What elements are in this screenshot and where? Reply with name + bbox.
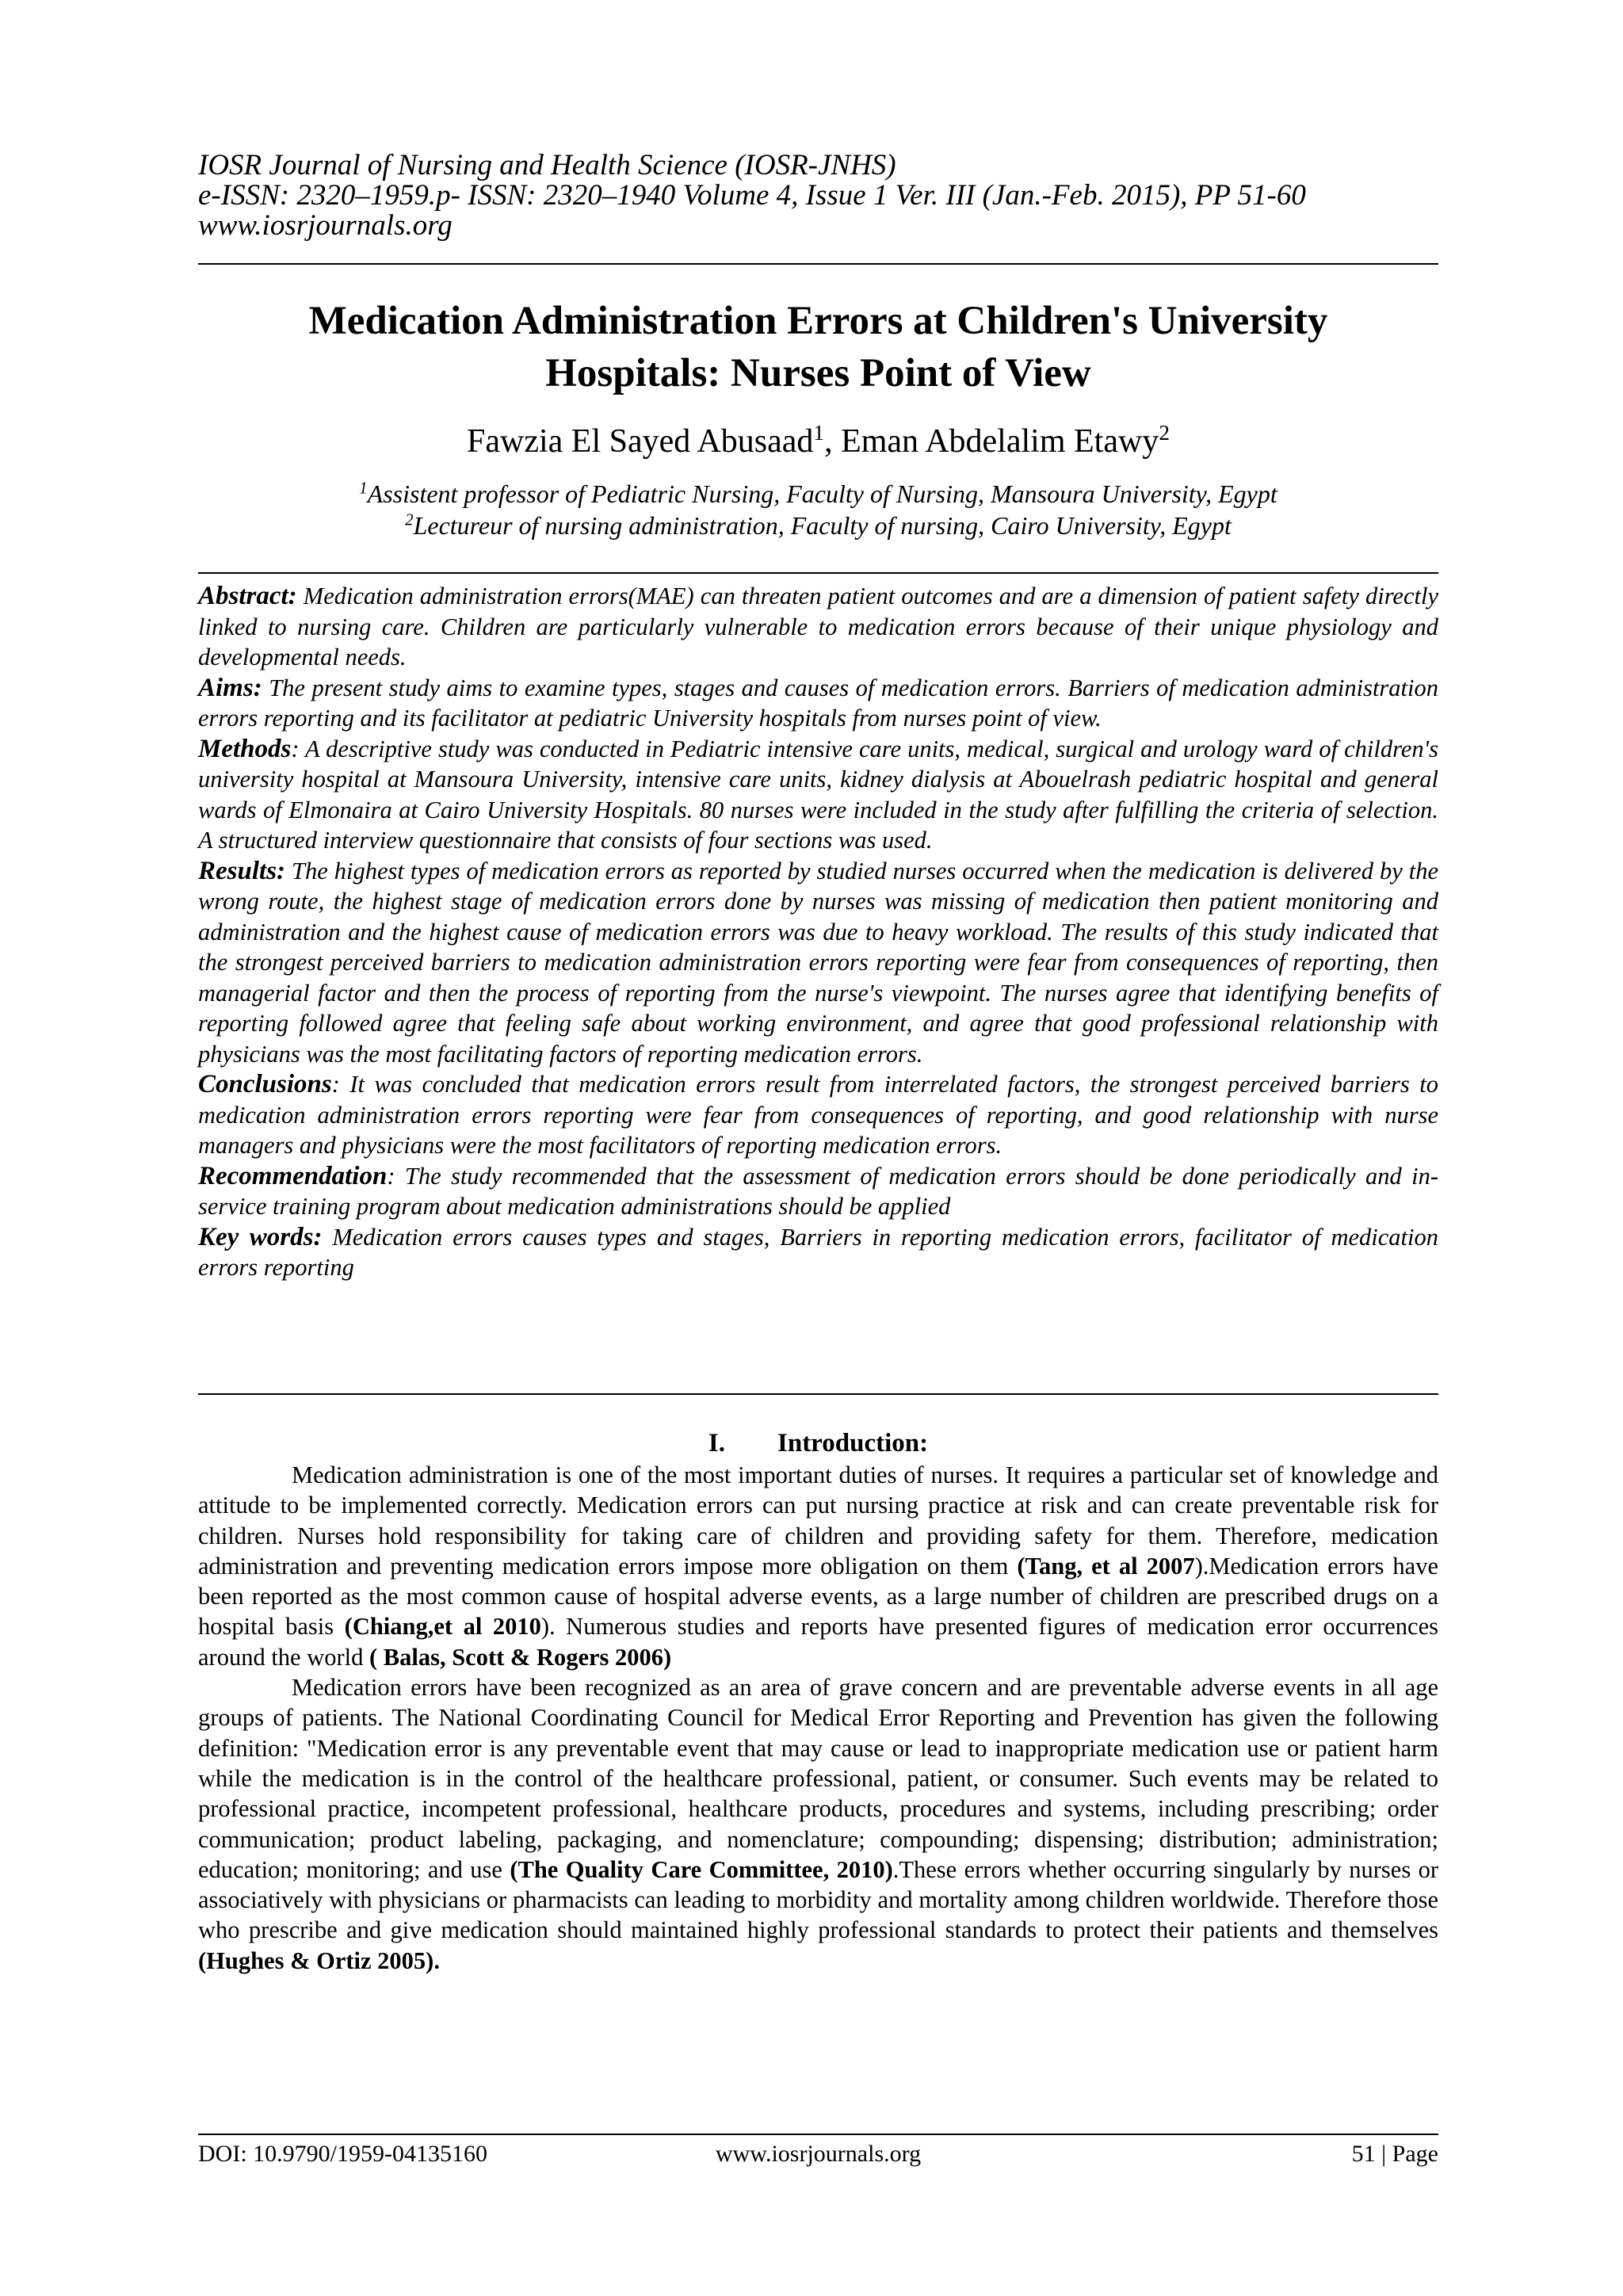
methods-label: Methods	[198, 734, 292, 763]
journal-name: IOSR Journal of Nursing and Health Science (IOSR-JNHS)	[198, 149, 896, 181]
intro-p2-text-a: Medication errors have been recognized as an area of grave concern and are preventable adverse events in all age groups of patients. The National Coordinating Council for Medical Error Reporting and Prevention has given the following definition: "Medication error is any preventable event that may cause or lead to inappropriate medication use or patient harm while the medication is in the control of the healthcare professional, patient, or consumer. Such events may be related to professional practice, incompetent professional, healthcare products, procedures and systems, including prescribing; order communication; product labeling, packaging, and nomenclature; compounding; dispensing; distribution; administration; education; monitoring; and use	[198, 1674, 1438, 1883]
abstract-paragraph	[198, 581, 1438, 673]
intro-p2-text-b: .These errors whether occurring singularly by nurses or associatively with physicians or pharmacists can leading to morbidity and mortality among children worldwide. Therefore those who prescribe and give medication should maintained highly professional standards to protect their patients and themselves	[198, 1855, 1439, 1944]
intro-paragraph-1	[198, 1460, 1438, 1672]
introduction-heading	[198, 1428, 1438, 1458]
aims-label: Aims:	[198, 673, 262, 702]
header-rule	[198, 263, 1438, 265]
abstract-bottom-rule	[198, 1393, 1438, 1395]
author-separator: ,	[824, 423, 842, 460]
results-label: Results:	[198, 856, 286, 885]
citation-quality-care: (The Quality Care Committee, 2010)	[510, 1855, 893, 1883]
methods-text: : A descriptive study was conducted in Pediatric intensive care units, medical, surgical and urology ward of children's university hospital at Mansoura University, intensive care units, kidney dialysis at Abouelrash pediatric hospital and general wards of Elmonaira at Cairo University Hospitals. 80 nurses were included in the study after fulfilling the criteria of selection. A structured interview questionnaire that consists of four sections was used.	[198, 735, 1438, 854]
keywords-label: Key words:	[198, 1222, 323, 1251]
abstract-text: Medication administration errors(MAE) can threaten patient outcomes and are a dimension of patient safety directly linked to nursing care. Children are particularly vulnerable to medication errors because of their unique physiology and developmental needs.	[198, 583, 1438, 670]
intro-p1-text-b: ).Medication errors have been reported as the most common cause of hospital adverse events, as a large number of children are prescribed drugs on a hospital basis	[198, 1552, 1438, 1641]
author-2: Eman Abdelalim Etawy	[841, 423, 1159, 460]
recommendation-label: Recommendation	[198, 1161, 388, 1190]
intro-paragraph-2	[198, 1672, 1438, 1976]
aims-paragraph	[198, 673, 1438, 734]
recommendation-paragraph	[198, 1161, 1438, 1222]
keywords-paragraph	[198, 1222, 1438, 1283]
intro-p1-text-a: Medication administration is one of the most important duties of nurses. It requires a particular set of knowledge and attitude to be implemented correctly. Medication errors can put nursing practice at risk and can create preventable risk for children. Nurses hold responsibility for taking care of children and providing safety for them. Therefore, medication administration and preventing medication errors impose more obligation on them	[198, 1461, 1438, 1580]
author-1-sup: 1	[813, 421, 825, 445]
recommendation-text: : The study recommended that the assessment of medication errors should be done periodically and in- service training program about medication administrations should be applied	[198, 1162, 1438, 1220]
author-1: Fawzia El Sayed Abusaad	[467, 423, 814, 460]
citation-chiang: (Chiang,et al 2010	[344, 1613, 541, 1641]
results-text: The highest types of medication errors as reported by studied nurses occurred when the medication is delivered by the wrong route, the highest stage of medication errors done by nurses was missing of medication then patient monitoring and administration and the highest cause of medication errors was due to heavy workload. The results of this study indicated that the strongest perceived barriers to medication administration errors reporting were fear from consequences of reporting, then managerial factor and then the process of reporting from the nurse's viewpoint. The nurses agree that identifying benefits of reporting followed agree that feeling safe about working environment, and agree that good professional relationship with physicians was the most facilitating factors of reporting medication errors.	[198, 857, 1438, 1068]
intro-p1-text-c: ). Numerous studies and reports have presented figures of medication error occurrences around the world	[198, 1613, 1438, 1671]
abstract-block	[198, 581, 1438, 1283]
paper-title	[198, 295, 1438, 399]
footer-rule	[198, 2134, 1438, 2135]
section-number: I.	[708, 1429, 725, 1457]
journal-header	[198, 151, 1438, 241]
conclusions-text: : It was concluded that medication errors result from interrelated factors, the strongest perceived barriers to medication administration errors reporting were fear from consequences of reporting, and good relationship with nurse managers and physicians were the most facilitators of reporting medication errors.	[198, 1071, 1438, 1159]
affiliation-1-text: Assistent professor of Pediatric Nursing, Faculty of Nursing, Mansoura University, Egypt	[367, 479, 1277, 508]
affiliation-2-text: Lectureur of nursing administration, Faculty of nursing, Cairo University, Egypt	[413, 511, 1232, 540]
abstract-top-rule	[198, 572, 1438, 574]
methods-paragraph	[198, 734, 1438, 856]
footer-page-number: 51 | Page	[1351, 2141, 1438, 2167]
conclusions-paragraph	[198, 1069, 1438, 1161]
affiliation-1	[198, 479, 1438, 509]
section-title: Introduction:	[777, 1429, 929, 1457]
journal-issn: e-ISSN: 2320–1959.p- ISSN: 2320–1940 Volume 4, Issue 1 Ver. III (Jan.-Feb. 2015), PP 51-60	[198, 179, 1306, 212]
introduction-body	[198, 1460, 1438, 1976]
results-paragraph	[198, 856, 1438, 1070]
title-line-1: Medication Administration Errors at Children's University	[308, 299, 1328, 343]
title-line-2: Hospitals: Nurses Point of View	[545, 351, 1091, 395]
keywords-text: Medication errors causes types and stages, Barriers in reporting medication errors, facilitator of medication errors reporting	[198, 1223, 1438, 1281]
affiliation-1-sup: 1	[359, 479, 368, 498]
journal-website: www.iosrjournals.org	[198, 209, 453, 242]
footer-website: www.iosrjournals.org	[715, 2141, 922, 2167]
citation-balas: ( Balas, Scott & Rogers 2006)	[369, 1643, 672, 1671]
affiliation-2-sup: 2	[405, 510, 414, 529]
authors	[198, 422, 1438, 461]
abstract-label: Abstract:	[198, 582, 297, 610]
citation-hughes: (Hughes & Ortiz 2005).	[198, 1946, 440, 1974]
author-2-sup: 2	[1159, 421, 1170, 445]
aims-text: The present study aims to examine types, stages and causes of medication errors. Barriers of medication administration errors reporting and its facilitator at pediatric University hospitals from nurses point of view.	[198, 674, 1438, 732]
conclusions-label: Conclusions	[198, 1070, 332, 1098]
citation-tang: (Tang, et al 2007	[1017, 1552, 1195, 1580]
footer-doi: DOI: 10.9790/1959-04135160	[198, 2141, 487, 2167]
affiliation-2	[198, 510, 1438, 541]
